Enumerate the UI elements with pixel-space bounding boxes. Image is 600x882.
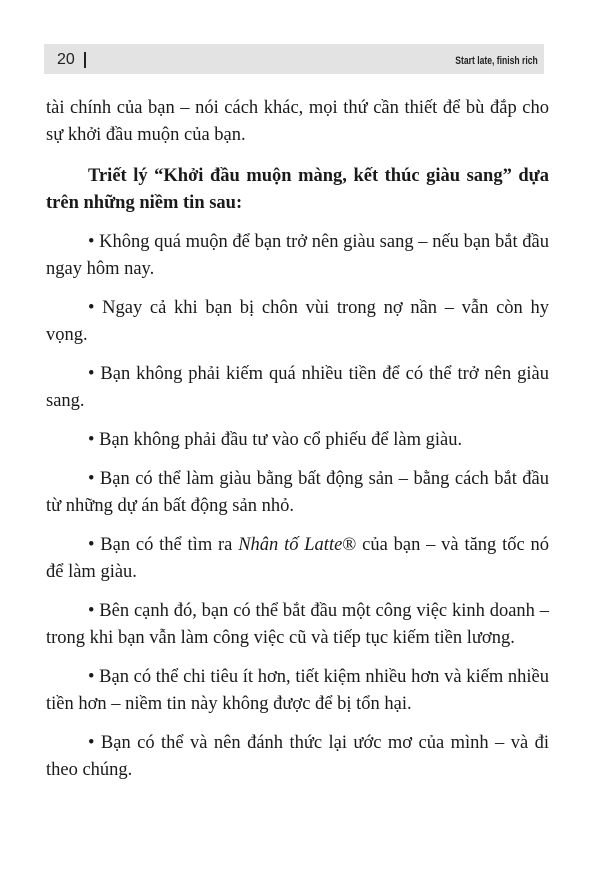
- belief-bullet: • Bạn có thể và nên đánh thức lại ước mơ của mình – và đi theo chúng.: [46, 733, 549, 780]
- belief-bullet: • Bạn có thể chi tiêu ít hơn, tiết kiệm nhiều hơn và kiếm nhiều tiền hơn – niềm tin này không được để bị tổn hại.: [46, 667, 549, 714]
- belief-bullet: • Bạn có thể làm giàu bằng bất động sản – bằng cách bắt đầu từ những dự án bất động sản nhỏ.: [46, 469, 549, 516]
- latte-factor-term: Nhân tố Latte: [238, 535, 343, 555]
- belief-bullet: • Bạn không phải kiếm quá nhiều tiền để có thể trở nên giàu sang.: [46, 364, 549, 411]
- page-number: 20: [57, 51, 75, 68]
- belief-bullet: • Ngay cả khi bạn bị chôn vùi trong nợ nần – vẫn còn hy vọng.: [46, 298, 549, 345]
- belief-bullet: • Không quá muộn để bạn trở nên giàu sang – nếu bạn bắt đầu ngay hôm nay.: [46, 232, 549, 279]
- opening-paragraph: tài chính của bạn – nói cách khác, mọi thứ cần thiết để bù đắp cho sự khởi đầu muộn của bạn.: [46, 98, 549, 145]
- bullet-prefix: • Bạn có thể tìm ra: [88, 535, 239, 555]
- bullet-suffix: ® của bạn – và tăng tốc nó để làm giàu.: [46, 535, 549, 582]
- belief-bullet: • Bạn không phải đầu tư vào cổ phiếu để làm giàu.: [88, 430, 463, 450]
- page-body: [46, 95, 549, 796]
- belief-bullet: • Bên cạnh đó, bạn có thể bắt đầu một công việc kinh doanh – trong khi bạn vẫn làm công việc cũ và tiếp tục kiếm tiền lương.: [46, 601, 549, 648]
- header-divider: [84, 52, 86, 68]
- running-title: Start late, finish rich: [455, 55, 538, 67]
- thesis-paragraph: Triết lý “Khởi đầu muộn màng, kết thúc giàu sang” dựa trên những niềm tin sau:: [46, 166, 549, 213]
- belief-bullet: [46, 532, 549, 586]
